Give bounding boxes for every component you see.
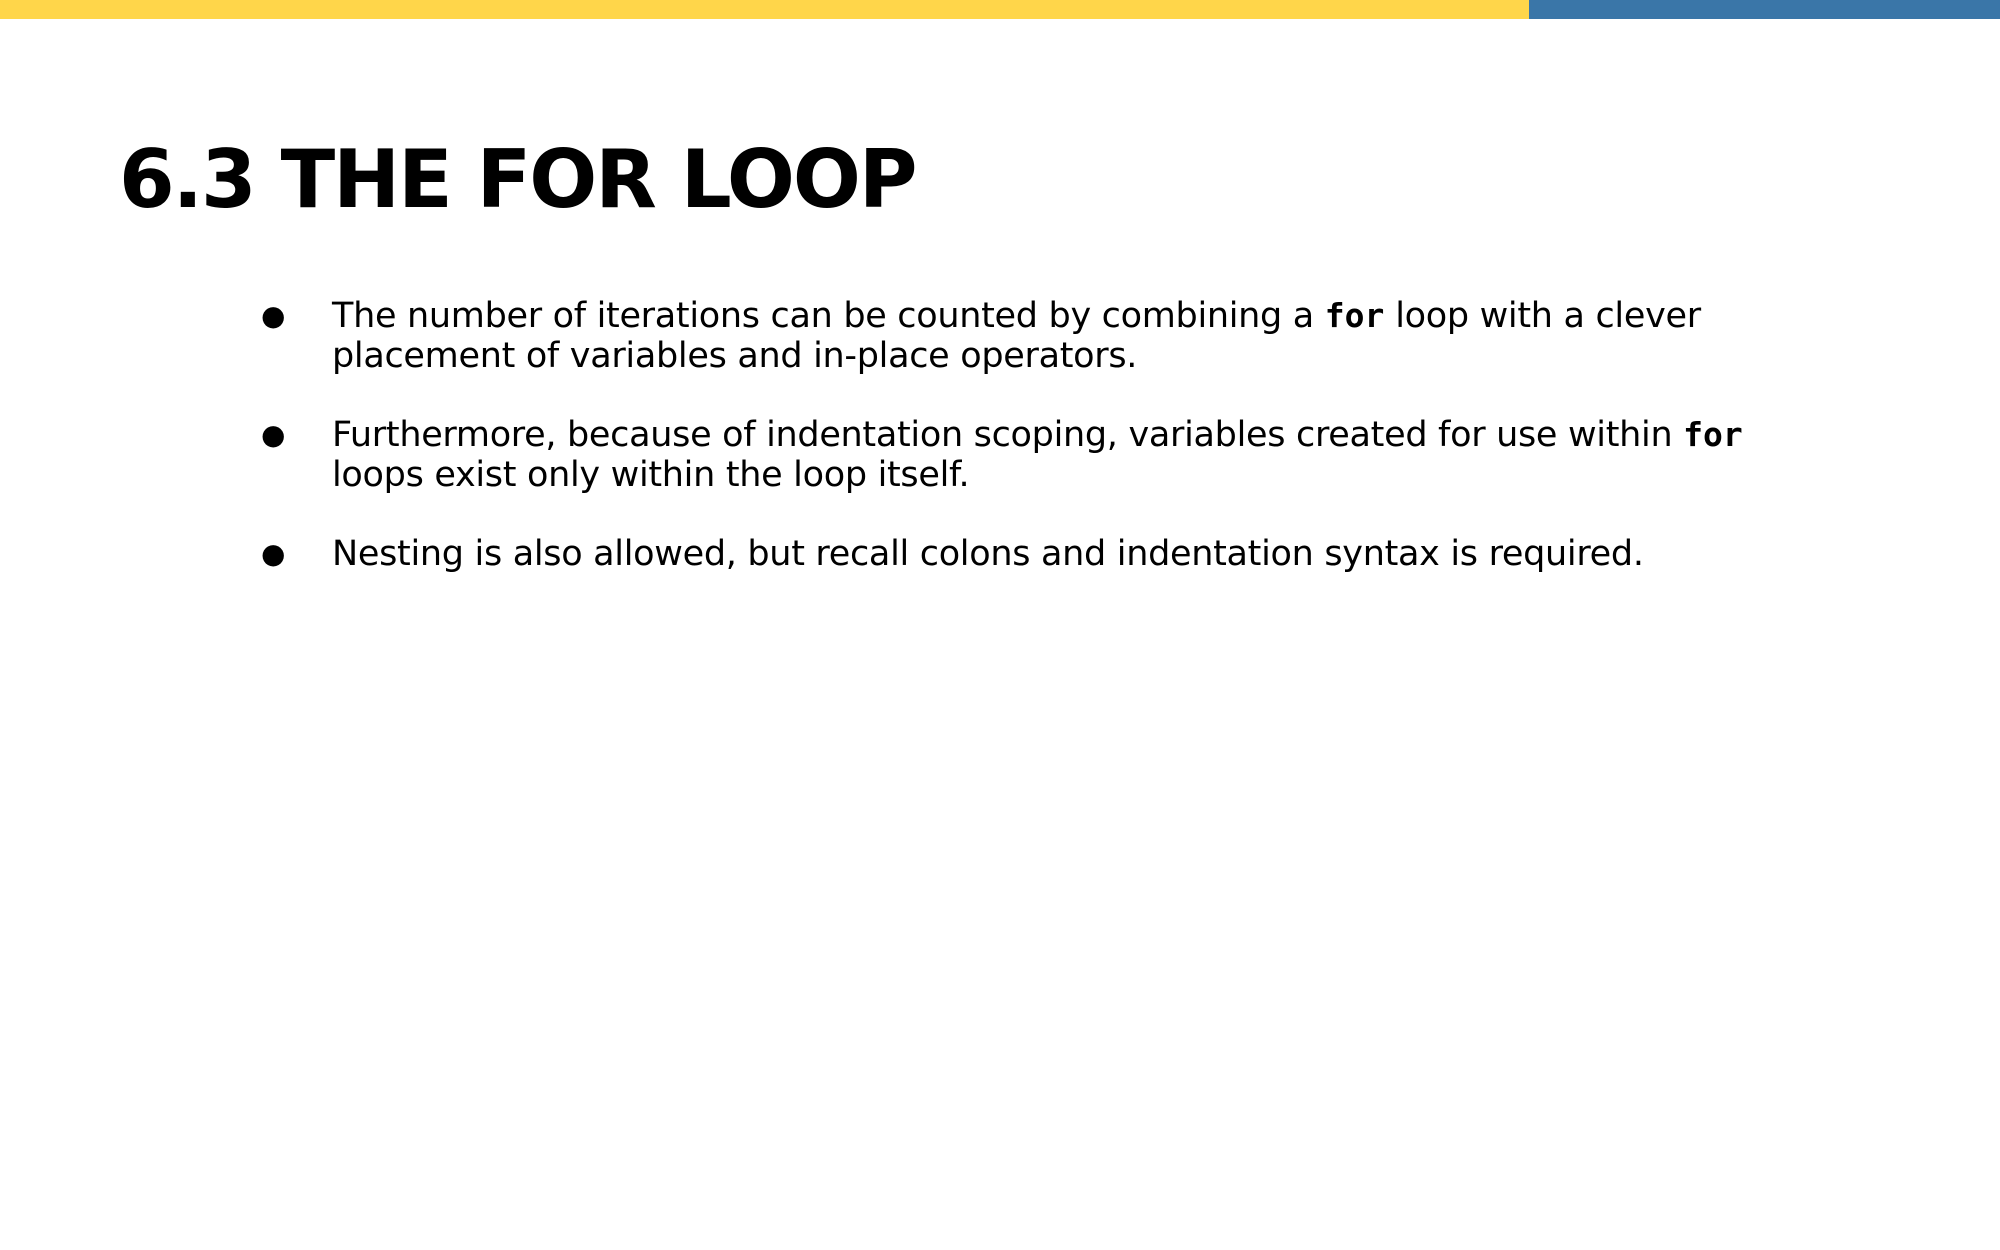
bullet-text <box>332 415 1762 495</box>
bullet-text-after: loop with a clever placement of variables and in-place operators. <box>332 296 1701 376</box>
inline-code-for: for <box>1324 296 1385 335</box>
bullet-text-before: Nesting is also allowed, but recall colons and indentation syntax is required. <box>332 534 1644 574</box>
top-accent-bar-yellow <box>0 0 1529 19</box>
bullet-item-iterations <box>253 296 1753 376</box>
bullet-text-after: loops exist only within the loop itself. <box>332 455 970 495</box>
bullet-text-before: The number of iterations can be counted by combining a <box>332 296 1325 336</box>
bullet-icon: ● <box>261 299 286 332</box>
slide-title: 6.3 THE FOR LOOP <box>119 133 916 226</box>
bullet-icon: ● <box>261 537 286 570</box>
bullet-list <box>253 296 1753 613</box>
bullet-item-scoping <box>253 415 1753 495</box>
inline-code-for: for <box>1683 415 1743 454</box>
bullet-item-nesting <box>253 534 1753 574</box>
bullet-text-before: Furthermore, because of indentation scoping, variables created for use within <box>332 415 1684 455</box>
bullet-text <box>332 534 1762 574</box>
bullet-text <box>332 296 1762 376</box>
top-accent-bar-blue <box>1529 0 2000 19</box>
top-accent-bar <box>0 0 2000 19</box>
bullet-icon: ● <box>261 418 286 451</box>
